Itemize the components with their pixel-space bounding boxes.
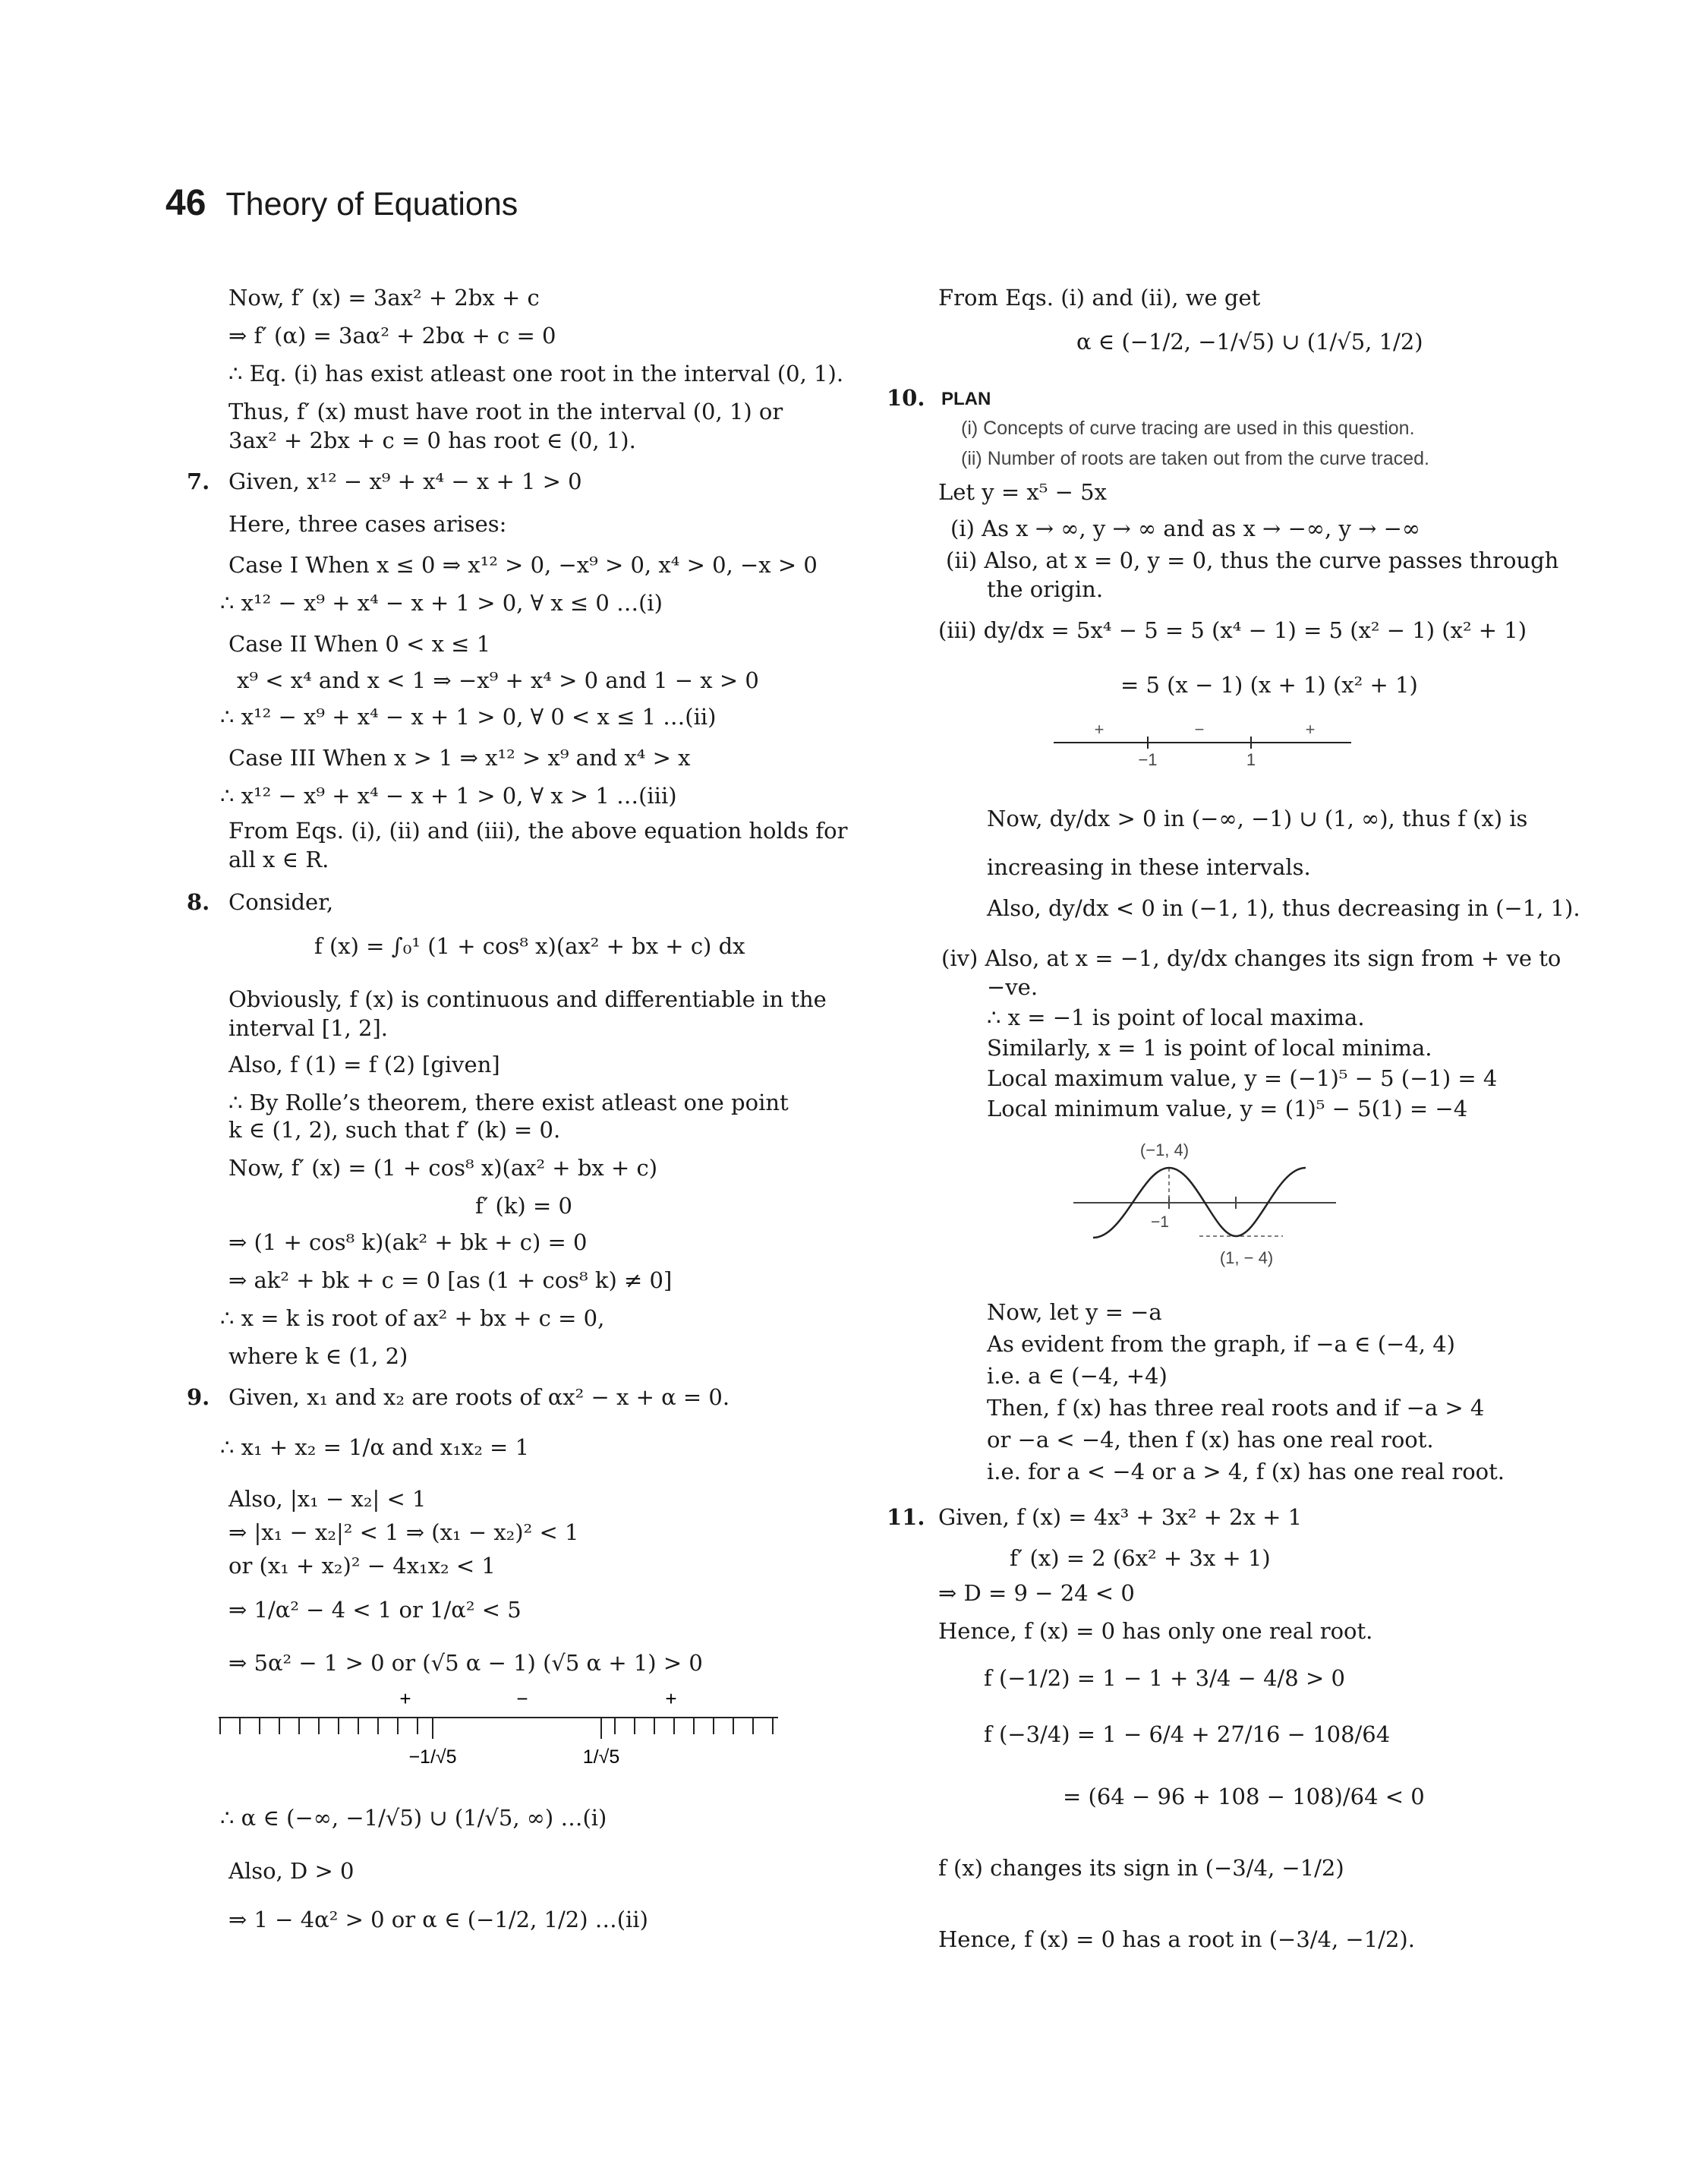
- text-line: Local maximum value, y = (−1)⁵ − 5 (−1) = 4: [987, 1065, 1498, 1091]
- sign-chart-q10: [1048, 717, 1366, 774]
- text-line: Similarly, x = 1 is point of local minima.: [987, 1035, 1432, 1061]
- text-line: = (64 − 96 + 108 − 108)/64 < 0: [1063, 1784, 1425, 1809]
- page-header: [165, 182, 518, 224]
- text-line: f′ (k) = 0: [475, 1193, 572, 1219]
- hatch-right: [615, 1718, 773, 1734]
- plan-note: (ii) Number of roots are taken out from the curve traced.: [961, 448, 1429, 469]
- text-line: f (x) changes its sign in (−3/4, −1/2): [938, 1855, 1344, 1881]
- text-line: ⇒ ak² + bk + c = 0 [as (1 + cos⁸ k) ≠ 0]: [228, 1267, 673, 1293]
- text-line: f (−3/4) = 1 − 6/4 + 27/16 − 108/64: [984, 1721, 1391, 1747]
- text-line: ∴ x¹² − x⁹ + x⁴ − x + 1 > 0, ∀ 0 < x ≤ 1 …(ii): [220, 704, 717, 730]
- text-line: Obviously, f (x) is continuous and differentiable in the: [228, 986, 827, 1012]
- text-line: Then, f (x) has three real roots and if −a > 4: [987, 1395, 1485, 1421]
- sign-chart-label: 1: [1246, 750, 1256, 769]
- text-line: the origin.: [987, 576, 1104, 602]
- text-line: Now, let y = −a: [987, 1299, 1162, 1325]
- text-line: α ∈ (−1/2, −1/√5) ∪ (1/√5, 1/2): [1076, 329, 1423, 355]
- text-line: ∴ By Rolle’s theorem, there exist atleast one point: [228, 1090, 789, 1115]
- text-line: As evident from the graph, if −a ∈ (−4, 4): [987, 1331, 1456, 1357]
- plan-note: (i) Concepts of curve tracing are used in this question.: [961, 418, 1415, 439]
- question-number: 11.: [887, 1504, 925, 1530]
- text-line: i.e. for a < −4 or a > 4, f (x) has one real root.: [987, 1459, 1505, 1484]
- text-line: Here, three cases arises:: [228, 511, 507, 537]
- text-line: ∴ α ∈ (−∞, −1/√5) ∪ (1/√5, ∞) …(i): [220, 1805, 607, 1831]
- text-line: ∴ x¹² − x⁹ + x⁴ − x + 1 > 0, ∀ x > 1 …(iii): [220, 783, 677, 809]
- sign-plus: +: [665, 1687, 677, 1710]
- question-number: 9.: [187, 1384, 210, 1410]
- question-number: 8.: [187, 889, 210, 915]
- text-line: (iii) dy/dx = 5x⁴ − 5 = 5 (x⁴ − 1) = 5 (x² − 1) (x² + 1): [938, 617, 1527, 643]
- sign-chart-label: −1: [1138, 750, 1158, 769]
- text-line: where k ∈ (1, 2): [228, 1343, 408, 1369]
- text-line: (ii) Also, at x = 0, y = 0, thus the curve passes through: [946, 547, 1559, 573]
- question-number: 7.: [187, 468, 210, 494]
- page-title: Theory of Equations: [225, 186, 518, 222]
- text-line: all x ∈ R.: [228, 847, 329, 872]
- text-line: x⁹ < x⁴ and x < 1 ⇒ −x⁹ + x⁴ > 0 and 1 − x > 0: [237, 667, 759, 693]
- text-line: From Eqs. (i) and (ii), we get: [938, 285, 1261, 311]
- text-line: ∴ x = k is root of ax² + bx + c = 0,: [220, 1305, 605, 1331]
- text-line: = 5 (x − 1) (x + 1) (x² + 1): [1120, 672, 1418, 698]
- sign-minus: −: [1194, 720, 1205, 739]
- text-line: Also, dy/dx < 0 in (−1, 1), thus decreasing in (−1, 1).: [987, 895, 1580, 921]
- sign-minus: −: [516, 1687, 528, 1710]
- text-line: Case I When x ≤ 0 ⇒ x¹² > 0, −x⁹ > 0, x⁴ > 0, −x > 0: [228, 552, 818, 578]
- sign-plus: +: [399, 1687, 411, 1710]
- text-line: k ∈ (1, 2), such that f′ (k) = 0.: [228, 1117, 561, 1143]
- text-line: f′ (x) = 2 (6x² + 3x + 1): [1010, 1545, 1271, 1571]
- min-point-label: (1, − 4): [1219, 1248, 1274, 1267]
- text-line: From Eqs. (i), (ii) and (iii), the above equation holds for: [228, 818, 848, 844]
- text-line: ∴ x₁ + x₂ = 1/α and x₁x₂ = 1: [220, 1434, 530, 1460]
- text-line: Case II When 0 < x ≤ 1: [228, 631, 491, 657]
- text-line: ∴ Eq. (i) has exist atleast one root in the interval (0, 1).: [228, 361, 844, 386]
- text-line: or (x₁ + x₂)² − 4x₁x₂ < 1: [228, 1553, 496, 1579]
- text-line: ⇒ |x₁ − x₂|² < 1 ⇒ (x₁ − x₂)² < 1: [228, 1519, 579, 1545]
- text-line: ⇒ f′ (α) = 3aα² + 2bα + c = 0: [228, 323, 556, 349]
- text-line: Also, D > 0: [228, 1858, 355, 1884]
- text-line: Given, x¹² − x⁹ + x⁴ − x + 1 > 0: [228, 468, 582, 494]
- sign-chart-axis: [219, 1718, 778, 1739]
- question-number: 10.: [887, 385, 925, 411]
- text-line: ⇒ 1/α² − 4 < 1 or 1/α² < 5: [228, 1597, 522, 1623]
- sign-chart-label: −1/√5: [408, 1746, 457, 1768]
- text-line: increasing in these intervals.: [987, 854, 1311, 880]
- hatch-left: [220, 1718, 418, 1734]
- text-line: −ve.: [987, 974, 1038, 1000]
- text-line: Also, |x₁ − x₂| < 1: [228, 1486, 427, 1512]
- page-number: 46: [165, 183, 206, 223]
- sign-plus: +: [1094, 720, 1105, 739]
- text-line: 3ax² + 2bx + c = 0 has root ∈ (0, 1).: [228, 427, 636, 453]
- text-line: Local minimum value, y = (1)⁵ − 5(1) = −4: [987, 1096, 1468, 1121]
- text-line: Now, dy/dx > 0 in (−∞, −1) ∪ (1, ∞), thus f (x) is: [987, 806, 1528, 831]
- text-line: ∴ x¹² − x⁹ + x⁴ − x + 1 > 0, ∀ x ≤ 0 …(i): [220, 590, 663, 616]
- plan-heading: PLAN: [941, 389, 991, 409]
- curve-graph: [1070, 1136, 1344, 1273]
- text-line: Thus, f′ (x) must have root in the interval (0, 1) or: [228, 399, 783, 424]
- max-point-label: (−1, 4): [1139, 1140, 1190, 1159]
- sign-chart-q9: [213, 1684, 789, 1775]
- sign-plus: +: [1305, 720, 1316, 739]
- graph-tick-label: −1: [1151, 1213, 1169, 1231]
- text-line: ∴ x = −1 is point of local maxima.: [987, 1005, 1365, 1030]
- text-line: Let y = x⁵ − 5x: [938, 479, 1107, 505]
- text-line: Given, f (x) = 4x³ + 3x² + 2x + 1: [938, 1504, 1303, 1530]
- text-line: ⇒ 1 − 4α² > 0 or α ∈ (−1/2, 1/2) …(ii): [228, 1907, 648, 1932]
- text-line: Now, f′ (x) = (1 + cos⁸ x)(ax² + bx + c): [228, 1155, 658, 1181]
- text-line: i.e. a ∈ (−4, +4): [987, 1363, 1168, 1389]
- text-line: or −a < −4, then f (x) has one real root.: [987, 1427, 1434, 1453]
- text-line: (iv) Also, at x = −1, dy/dx changes its sign from + ve to: [941, 945, 1561, 971]
- text-line: interval [1, 2].: [228, 1015, 388, 1041]
- text-line: Hence, f (x) = 0 has a root in (−3/4, −1/2).: [938, 1926, 1415, 1952]
- text-line: Also, f (1) = f (2) [given]: [228, 1052, 500, 1077]
- text-line: ⇒ D = 9 − 24 < 0: [938, 1580, 1135, 1606]
- text-line: Now, f′ (x) = 3ax² + 2bx + c: [228, 285, 540, 311]
- text-line: Consider,: [228, 889, 334, 915]
- text-line: Case III When x > 1 ⇒ x¹² > x⁹ and x⁴ > x: [228, 745, 691, 771]
- text-line: ⇒ (1 + cos⁸ k)(ak² + bk + c) = 0: [228, 1229, 588, 1255]
- text-line: Hence, f (x) = 0 has only one real root.: [938, 1618, 1373, 1644]
- sign-chart-label: 1/√5: [582, 1746, 620, 1768]
- text-line: ⇒ 5α² − 1 > 0 or (√5 α − 1) (√5 α + 1) > 0: [228, 1650, 703, 1676]
- text-line: Given, x₁ and x₂ are roots of αx² − x + α = 0.: [228, 1384, 730, 1410]
- text-line: f (−1/2) = 1 − 1 + 3/4 − 4/8 > 0: [984, 1665, 1345, 1691]
- text-line: f (x) = ∫₀¹ (1 + cos⁸ x)(ax² + bx + c) dx: [314, 933, 745, 959]
- text-line: (i) As x → ∞, y → ∞ and as x → −∞, y → −∞: [950, 516, 1421, 541]
